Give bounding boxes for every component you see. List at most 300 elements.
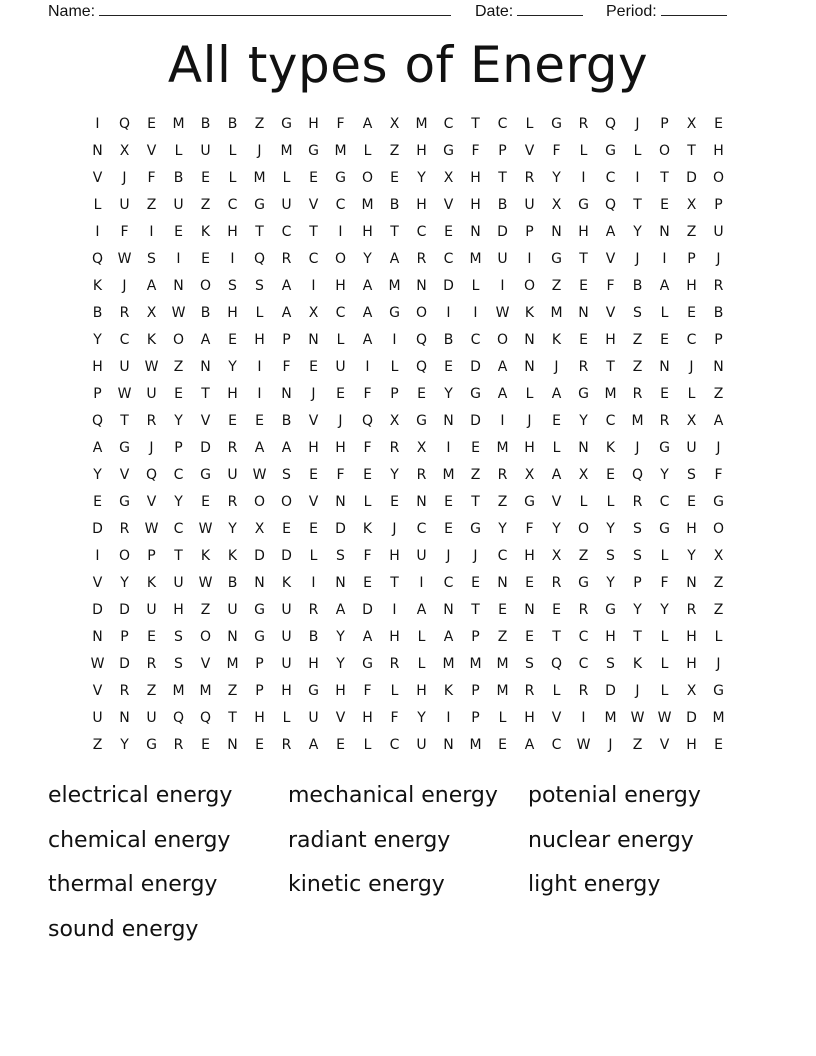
grid-letter[interactable]: E [552,413,561,429]
grid-letter[interactable]: I [527,251,532,267]
grid-letter[interactable]: N [227,629,238,645]
grid-letter[interactable]: T [309,224,318,240]
grid-letter[interactable]: Z [713,575,724,591]
grid-letter[interactable]: S [606,656,615,672]
grid-letter[interactable]: E [309,359,318,375]
grid-letter[interactable]: V [146,143,157,159]
grid-letter[interactable]: X [119,143,130,159]
grid-letter[interactable]: H [686,656,697,672]
grid-letter[interactable]: D [335,521,346,537]
grid-letter[interactable]: E [660,197,669,213]
grid-letter[interactable]: L [660,629,669,645]
grid-letter[interactable]: A [524,737,535,753]
grid-letter[interactable]: G [416,413,427,429]
grid-letter[interactable]: L [228,143,237,159]
grid-letter[interactable]: U [281,629,292,645]
grid-letter[interactable]: E [444,494,453,510]
grid-letter[interactable]: P [471,683,480,699]
date-blank-line[interactable] [517,0,583,16]
grid-letter[interactable]: Y [363,251,372,267]
grid-letter[interactable]: E [255,737,264,753]
grid-letter[interactable]: U [281,602,292,618]
grid-letter[interactable]: R [524,683,535,699]
grid-letter[interactable]: Y [660,467,669,483]
grid-letter[interactable]: G [470,521,481,537]
grid-letter[interactable]: A [281,305,292,321]
grid-letter[interactable]: S [633,305,642,321]
grid-letter[interactable]: T [120,413,129,429]
grid-letter[interactable]: U [713,224,724,240]
grid-letter[interactable]: M [496,440,509,456]
grid-letter[interactable]: Y [174,494,183,510]
grid-letter[interactable]: J [392,521,397,537]
grid-letter[interactable]: Z [713,602,724,618]
grid-letter[interactable]: R [281,251,292,267]
grid-letter[interactable]: M [361,197,374,213]
grid-letter[interactable]: B [713,305,724,321]
grid-letter[interactable]: N [335,575,346,591]
name-blank-line[interactable] [99,0,451,16]
grid-letter[interactable]: Q [415,332,428,348]
grid-letter[interactable]: M [604,386,617,402]
grid-letter[interactable]: V [551,710,562,726]
grid-letter[interactable]: E [390,494,399,510]
grid-letter[interactable]: Z [146,683,157,699]
grid-letter[interactable]: I [581,710,586,726]
grid-letter[interactable]: P [471,629,480,645]
grid-letter[interactable]: E [714,737,723,753]
grid-letter[interactable]: K [200,548,211,564]
grid-letter[interactable]: N [524,359,535,375]
grid-letter[interactable]: D [254,548,265,564]
grid-letter[interactable]: J [689,359,694,375]
grid-letter[interactable]: G [659,521,670,537]
grid-letter[interactable]: O [253,494,266,510]
grid-letter[interactable]: N [497,575,508,591]
grid-letter[interactable]: A [254,440,265,456]
grid-letter[interactable]: M [253,170,266,186]
grid-letter[interactable]: H [524,710,535,726]
grid-letter[interactable]: H [335,683,346,699]
grid-letter[interactable]: O [577,521,590,537]
grid-letter[interactable]: L [174,143,183,159]
grid-letter[interactable]: G [713,494,724,510]
grid-letter[interactable]: X [551,197,562,213]
grid-letter[interactable]: E [174,386,183,402]
grid-letter[interactable]: U [497,251,508,267]
grid-letter[interactable]: T [552,629,561,645]
grid-letter[interactable]: V [659,737,670,753]
grid-letter[interactable]: J [635,440,640,456]
grid-letter[interactable]: F [390,710,399,726]
grid-letter[interactable]: C [443,575,454,591]
grid-letter[interactable]: Y [93,467,102,483]
grid-letter[interactable]: U [92,710,103,726]
grid-letter[interactable]: R [686,602,697,618]
grid-letter[interactable]: Z [200,197,211,213]
grid-letter[interactable]: K [146,332,157,348]
grid-letter[interactable]: E [552,602,561,618]
grid-letter[interactable]: E [498,737,507,753]
grid-letter[interactable]: W [117,386,132,402]
grid-letter[interactable]: J [473,548,478,564]
grid-letter[interactable]: L [525,386,534,402]
grid-letter[interactable]: N [119,710,130,726]
grid-letter[interactable]: E [660,386,669,402]
grid-letter[interactable]: E [579,278,588,294]
grid-letter[interactable]: O [361,170,374,186]
grid-letter[interactable]: Y [606,521,615,537]
grid-letter[interactable]: L [633,143,642,159]
grid-letter[interactable]: R [632,386,643,402]
grid-letter[interactable]: B [443,332,454,348]
grid-letter[interactable]: G [605,143,616,159]
grid-letter[interactable]: F [336,116,345,132]
grid-letter[interactable]: T [633,629,642,645]
grid-letter[interactable]: U [200,143,211,159]
grid-letter[interactable]: V [605,305,616,321]
grid-letter[interactable]: D [92,521,103,537]
grid-letter[interactable]: V [524,143,535,159]
grid-letter[interactable]: N [686,575,697,591]
grid-letter[interactable]: V [119,467,130,483]
grid-letter[interactable]: G [119,440,130,456]
grid-letter[interactable]: U [308,710,319,726]
grid-letter[interactable]: V [443,197,454,213]
grid-letter[interactable]: E [201,251,210,267]
grid-letter[interactable]: N [443,737,454,753]
grid-letter[interactable]: Z [578,548,589,564]
grid-letter[interactable]: M [469,251,482,267]
grid-letter[interactable]: B [497,197,508,213]
grid-letter[interactable]: E [714,116,723,132]
grid-letter[interactable]: N [524,332,535,348]
grid-letter[interactable]: G [254,602,265,618]
grid-letter[interactable]: Y [417,710,426,726]
grid-letter[interactable]: D [497,224,508,240]
grid-letter[interactable]: Z [146,197,157,213]
grid-letter[interactable]: H [92,359,103,375]
grid-letter[interactable]: H [227,305,238,321]
grid-letter[interactable]: B [200,116,211,132]
grid-letter[interactable]: J [716,440,721,456]
grid-letter[interactable]: U [119,359,130,375]
grid-letter[interactable]: K [605,440,616,456]
grid-letter[interactable]: G [254,629,265,645]
grid-letter[interactable]: I [311,278,316,294]
grid-letter[interactable]: V [200,413,211,429]
grid-letter[interactable]: K [146,575,157,591]
grid-letter[interactable]: G [281,116,292,132]
grid-letter[interactable]: X [713,548,724,564]
grid-letter[interactable]: D [200,440,211,456]
grid-letter[interactable]: Z [254,116,265,132]
grid-letter[interactable]: H [686,737,697,753]
grid-letter[interactable]: H [605,629,616,645]
grid-letter[interactable]: X [389,116,400,132]
grid-letter[interactable]: D [470,359,481,375]
grid-letter[interactable]: G [578,197,589,213]
grid-letter[interactable]: G [551,251,562,267]
grid-letter[interactable]: L [552,440,561,456]
grid-letter[interactable]: J [311,386,316,402]
grid-letter[interactable]: D [362,602,373,618]
grid-letter[interactable]: Y [390,467,399,483]
grid-letter[interactable]: M [172,683,185,699]
grid-letter[interactable]: Y [606,575,615,591]
grid-letter[interactable]: K [551,332,562,348]
grid-letter[interactable]: H [308,116,319,132]
grid-letter[interactable]: J [122,170,127,186]
grid-letter[interactable]: U [281,197,292,213]
grid-letter[interactable]: L [687,386,696,402]
grid-letter[interactable]: H [227,224,238,240]
grid-letter[interactable]: S [174,656,183,672]
grid-letter[interactable]: Y [336,656,345,672]
grid-letter[interactable]: R [119,521,130,537]
grid-letter[interactable]: Y [336,629,345,645]
grid-letter[interactable]: C [308,251,319,267]
grid-letter[interactable]: N [470,224,481,240]
grid-letter[interactable]: M [334,143,347,159]
grid-letter[interactable]: S [633,521,642,537]
grid-letter[interactable]: H [389,548,400,564]
grid-letter[interactable]: F [147,170,156,186]
grid-letter[interactable]: B [227,575,238,591]
grid-letter[interactable]: C [578,629,589,645]
grid-letter[interactable]: F [120,224,129,240]
grid-letter[interactable]: M [388,278,401,294]
grid-letter[interactable]: N [281,386,292,402]
grid-letter[interactable]: Z [632,737,643,753]
grid-letter[interactable]: B [308,629,319,645]
grid-letter[interactable]: X [416,440,427,456]
grid-letter[interactable]: Y [417,170,426,186]
grid-letter[interactable]: T [498,170,507,186]
grid-letter[interactable]: T [201,386,210,402]
grid-letter[interactable]: Y [633,224,642,240]
grid-letter[interactable]: A [443,629,454,645]
grid-letter[interactable]: C [605,170,616,186]
grid-letter[interactable]: C [443,251,454,267]
grid-letter[interactable]: R [119,305,130,321]
grid-letter[interactable]: T [687,143,696,159]
grid-letter[interactable]: F [606,278,615,294]
grid-letter[interactable]: H [578,224,589,240]
grid-letter[interactable]: A [335,602,346,618]
grid-letter[interactable]: G [578,386,589,402]
grid-letter[interactable]: E [255,413,264,429]
grid-letter[interactable]: T [606,359,615,375]
grid-letter[interactable]: H [524,548,535,564]
grid-letter[interactable]: L [363,494,372,510]
grid-letter[interactable]: H [335,278,346,294]
grid-letter[interactable]: T [660,170,669,186]
grid-letter[interactable]: M [496,656,509,672]
grid-letter[interactable]: J [527,413,532,429]
grid-letter[interactable]: C [389,737,400,753]
grid-letter[interactable]: I [149,224,154,240]
grid-letter[interactable]: L [390,359,399,375]
grid-letter[interactable]: K [227,548,238,564]
grid-letter[interactable]: Q [199,710,212,726]
grid-letter[interactable]: H [416,683,427,699]
grid-letter[interactable]: A [551,386,562,402]
grid-letter[interactable]: E [417,386,426,402]
grid-letter[interactable]: H [416,197,427,213]
grid-letter[interactable]: Q [172,710,185,726]
grid-letter[interactable]: E [336,386,345,402]
grid-letter[interactable]: L [93,197,102,213]
grid-letter[interactable]: S [282,467,291,483]
grid-letter[interactable]: P [660,116,669,132]
grid-letter[interactable]: H [362,224,373,240]
grid-letter[interactable]: X [146,305,157,321]
grid-letter[interactable]: K [443,683,454,699]
grid-letter[interactable]: J [635,683,640,699]
grid-letter[interactable]: A [713,413,724,429]
grid-letter[interactable]: E [525,575,534,591]
grid-letter[interactable]: Q [631,467,644,483]
grid-letter[interactable]: X [524,467,535,483]
grid-letter[interactable]: I [365,359,370,375]
grid-letter[interactable]: L [363,737,372,753]
grid-letter[interactable]: Z [173,359,184,375]
grid-letter[interactable]: D [92,602,103,618]
grid-letter[interactable]: L [282,710,291,726]
grid-letter[interactable]: Z [713,386,724,402]
grid-letter[interactable]: Y [633,602,642,618]
grid-letter[interactable]: E [228,332,237,348]
grid-letter[interactable]: C [497,548,508,564]
grid-letter[interactable]: E [579,332,588,348]
grid-letter[interactable]: Y [579,413,588,429]
grid-letter[interactable]: A [308,737,319,753]
grid-letter[interactable]: J [635,251,640,267]
grid-letter[interactable]: W [198,521,213,537]
grid-letter[interactable]: H [389,629,400,645]
grid-letter[interactable]: X [686,197,697,213]
grid-letter[interactable]: N [524,602,535,618]
grid-letter[interactable]: N [713,359,724,375]
period-field[interactable] [606,0,727,21]
grid-letter[interactable]: H [362,710,373,726]
grid-letter[interactable]: N [92,629,103,645]
grid-letter[interactable]: I [311,575,316,591]
grid-letter[interactable]: D [470,413,481,429]
grid-letter[interactable]: H [686,521,697,537]
grid-letter[interactable]: S [687,467,696,483]
grid-letter[interactable]: R [632,494,643,510]
grid-letter[interactable]: U [173,575,184,591]
grid-letter[interactable]: C [335,197,346,213]
grid-letter[interactable]: C [443,116,454,132]
grid-letter[interactable]: P [714,197,723,213]
grid-letter[interactable]: C [578,656,589,672]
grid-letter[interactable]: A [659,278,670,294]
grid-letter[interactable]: X [551,548,562,564]
grid-letter[interactable]: Y [93,332,102,348]
grid-letter[interactable]: P [282,332,291,348]
grid-letter[interactable]: R [227,440,238,456]
grid-letter[interactable]: X [308,305,319,321]
grid-letter[interactable]: R [713,278,724,294]
grid-letter[interactable]: I [446,710,451,726]
grid-letter[interactable]: Y [552,521,561,537]
grid-letter[interactable]: D [605,683,616,699]
grid-letter[interactable]: R [524,170,535,186]
grid-letter[interactable]: L [255,305,264,321]
grid-letter[interactable]: L [471,278,480,294]
grid-letter[interactable]: I [95,116,100,132]
grid-letter[interactable]: F [336,467,345,483]
grid-letter[interactable]: E [660,332,669,348]
grid-letter[interactable]: M [469,656,482,672]
grid-letter[interactable]: F [363,548,372,564]
grid-letter[interactable]: H [416,143,427,159]
grid-letter[interactable]: C [605,413,616,429]
grid-letter[interactable]: Y [552,170,561,186]
grid-letter[interactable]: N [92,143,103,159]
grid-letter[interactable]: E [228,413,237,429]
grid-letter[interactable]: F [282,359,291,375]
grid-letter[interactable]: O [523,278,536,294]
grid-letter[interactable]: Q [253,251,266,267]
grid-letter[interactable]: Q [550,656,563,672]
grid-letter[interactable]: W [171,305,186,321]
grid-letter[interactable]: A [200,332,211,348]
grid-letter[interactable]: L [579,143,588,159]
grid-letter[interactable]: E [282,521,291,537]
grid-letter[interactable]: J [122,278,127,294]
grid-letter[interactable]: R [146,656,157,672]
grid-letter[interactable]: A [362,305,373,321]
grid-letter[interactable]: P [687,251,696,267]
grid-letter[interactable]: X [443,170,454,186]
grid-letter[interactable]: S [633,548,642,564]
grid-letter[interactable]: I [635,170,640,186]
grid-letter[interactable]: E [444,359,453,375]
grid-letter[interactable]: E [201,494,210,510]
grid-letter[interactable]: V [92,575,103,591]
grid-letter[interactable]: E [498,602,507,618]
grid-letter[interactable]: E [444,521,453,537]
grid-letter[interactable]: G [200,467,211,483]
grid-letter[interactable]: N [443,413,454,429]
grid-letter[interactable]: E [309,467,318,483]
grid-letter[interactable]: W [144,521,159,537]
grid-letter[interactable]: P [714,332,723,348]
grid-letter[interactable]: N [308,332,319,348]
grid-letter[interactable]: V [308,494,319,510]
grid-letter[interactable]: A [551,467,562,483]
grid-letter[interactable]: B [632,278,643,294]
grid-letter[interactable]: I [392,602,397,618]
grid-letter[interactable]: Z [497,494,508,510]
grid-letter[interactable]: L [309,548,318,564]
grid-letter[interactable]: L [660,683,669,699]
grid-letter[interactable]: Z [632,359,643,375]
grid-letter[interactable]: E [687,494,696,510]
grid-letter[interactable]: K [524,305,535,321]
grid-letter[interactable]: R [389,440,400,456]
grid-letter[interactable]: R [416,251,427,267]
grid-letter[interactable]: U [146,602,157,618]
grid-letter[interactable]: J [446,548,451,564]
grid-letter[interactable]: U [686,440,697,456]
grid-letter[interactable]: G [470,386,481,402]
grid-letter[interactable]: X [578,467,589,483]
